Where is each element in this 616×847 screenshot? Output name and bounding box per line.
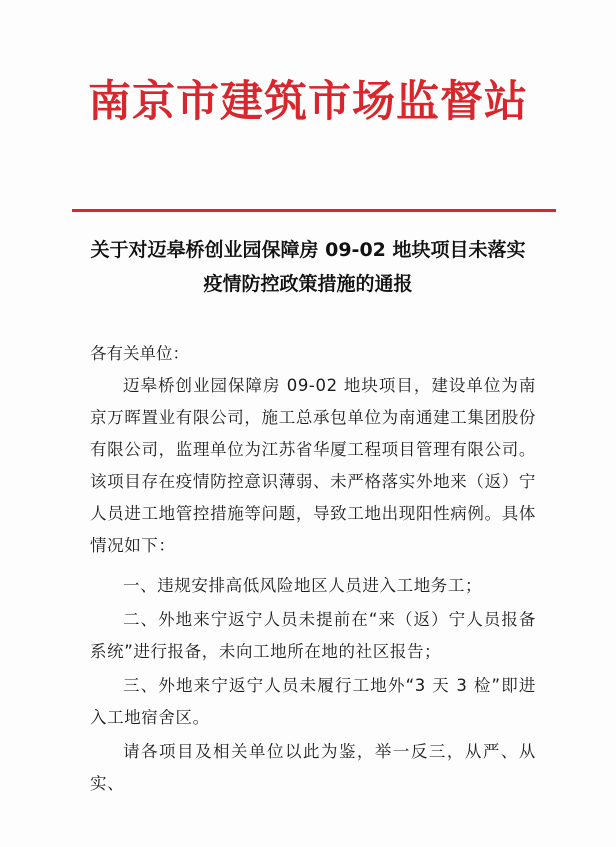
- red-divider-line: [72, 209, 556, 212]
- paragraph-closing: 请各项目及相关单位以此为鉴，举一反三，从严、从实、: [90, 742, 536, 793]
- notice-title: [60, 233, 556, 301]
- paragraph-item-1: 一、违规安排高低风险地区人员进入工地务工；: [123, 576, 483, 595]
- notice-title-line-2: 疫情防控政策措施的通报: [203, 273, 413, 295]
- paragraph-item-3: 三、外地来宁返宁人员未履行工地外“3 天 3 检”即进入工地宿舍区。: [90, 676, 536, 727]
- salutation: 各有关单位：: [90, 344, 189, 363]
- paragraph-intro: 迈皋桥创业园保障房 09-02 地块项目，建设单位为南京万晖置业有限公司，施工总承包单位为南通建工集团股份有限公司，监理单位为江苏省华厦工程项目管理有限公司。该项目存在疫情防控意识薄弱、未严格落实外地来（返）宁人员进工地管控措施等问题，导致工地出现阳性病例。具体情况如下：: [90, 376, 536, 555]
- paragraph-item-2: 二、外地来宁返宁人员未提前在“来（返）宁人员报备系统”进行报备，未向工地所在地的社区报告；: [90, 610, 536, 661]
- notice-title-line-1: 关于对迈皋桥创业园保障房 09-02 地块项目未落实: [90, 239, 526, 261]
- masthead-title: 南京市建筑市场监督站: [88, 77, 528, 127]
